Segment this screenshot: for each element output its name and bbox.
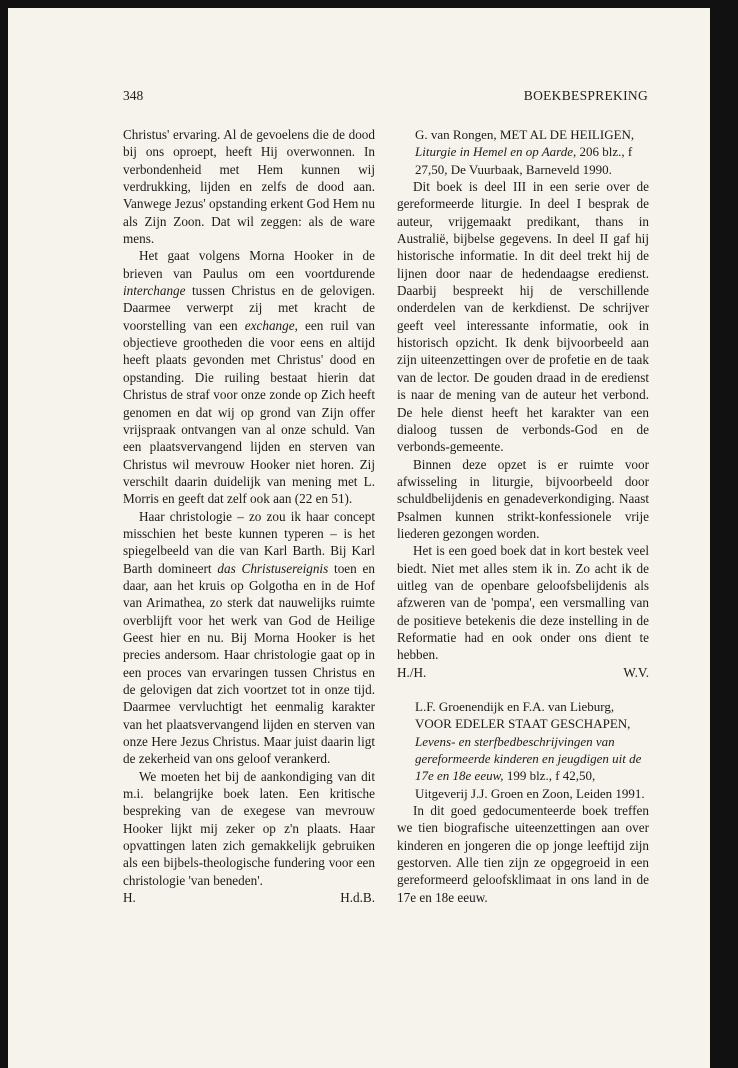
italic-term: das Christusereignis bbox=[217, 560, 329, 576]
paragraph: Het gaat volgens Morna Hooker in de brieven van Paulus om een voortdurende interchange tussen Christus en de gelovigen. Daarmee verwerpt zij met kracht de voorstelling van een exchange, een ruil van objectieve grootheden die voor eens en altijd heeft plaats gevonden met Christus' dood en opstanding. Die ruiling bestaat hierin dat Christus de straf voor onze zonde op Zich heeft genomen en dat wij op grond van Zijn offer vrijspraak ontvangen van al onze schuld. Van een plaatsvervangend lijden en sterven van Christus wil mevrouw Hooker niet horen. Zij verschilt daarin duidelijk van mening met L. Morris en geeft dat zelf ook aan (22 en 51). bbox=[123, 248, 375, 507]
review-signature bbox=[123, 889, 375, 906]
spacer bbox=[397, 681, 649, 698]
signature-initials: H. bbox=[123, 890, 136, 906]
book-reference: L.F. Groenendijk en F.A. van Lieburg, VOOR EDELER STAAT GESCHAPEN, Levens- en sterfbedbeschrijvingen van gereformeerde kinderen en jeugdigen uit de 17e en 18e eeuw, 199 blz., f 42,50, Uitgeverij J.J. Groen en Zoon, Leiden 1991. bbox=[415, 699, 645, 801]
signature-initials: H./H. bbox=[397, 664, 427, 680]
running-title: BOEKBESPREKING bbox=[523, 88, 648, 103]
italic-term: exchange bbox=[244, 317, 295, 333]
page-number: 348 bbox=[123, 88, 144, 103]
right-column bbox=[397, 126, 649, 906]
review-signature bbox=[397, 664, 649, 681]
italic-title: Levens- en sterfbedbeschrijvingen van gereformeerde kinderen en jeugdigen uit de 17e en 18e eeuw, bbox=[415, 733, 642, 784]
book-reference: G. van Rongen, MET AL DE HEILIGEN, Liturgie in Hemel en op Aarde, 206 blz., f 27,50, De Vuurbaak, Barneveld 1990. bbox=[415, 127, 635, 177]
left-column bbox=[123, 126, 375, 906]
paragraph: Dit boek is deel III in een serie over de gereformeerde liturgie. In deel I besprak de auteur, vrijgemaakt predikant, thans in Australië, bijbelse gegevens. In deel II gaf hij historische informatie. In dit deel trekt hij de lijnen door naar de hedendaagse eredienst. Daarbij bespreekt hij de verschillende onderdelen van de kerkdienst. De schrijver geeft veel interessante informatie, ook in historisch opzicht. Ik denk bijvoorbeeld aan zijn uiteenzettingen over de profetie en de taak van de lector. De gouden draad in de eredienst is naar de mening van de auteur het verbond. De hele dienst heeft het karakter van een dialoog tussen de verbonds-God en de verbonds-gemeente. bbox=[397, 179, 649, 455]
paragraph: Binnen deze opzet is er ruimte voor afwisseling in liturgie, bijvoorbeeld door schuldbelijdenis en genadeverkondiging. Naast Psalmen kunnen strikt-konfessionele vrije liederen gezongen worden. bbox=[397, 456, 649, 541]
paragraph: In dit goed gedocumenteerde boek treffen we tien biografische uiteenzettingen aan over kinderen en jongeren die op jonge leeftijd zijn gestorven. Alle tien zijn ze opgegroeid in een gereformeerd geloofsklimaat in ons land in de 17e en 18e eeuw. bbox=[397, 803, 649, 905]
book-page bbox=[8, 8, 710, 1068]
italic-title: Liturgie in Hemel en op Aarde, bbox=[415, 144, 577, 160]
italic-term: interchange bbox=[123, 283, 186, 299]
signature-reviewer: H.d.B. bbox=[340, 890, 375, 906]
paragraph: Het is een goed boek dat in kort bestek veel biedt. Niet met alles stem ik in. Zo acht ik de uitleg van de openbare geloofsbelijdenis als afzweren van de 'pompa', een versmalling van de positieve betekenis die deze instelling in de Reformatie had en ook onder ons dient te hebben. bbox=[397, 543, 649, 663]
paragraph: We moeten het bij de aankondiging van dit m.i. belangrijke boek laten. Een kritische bespreking van de exegese van mevrouw Hooker lijkt mij zeker op z'n plaats. Haar opvattingen laten zich gemakkelijk gebruiken als een bijbels-theologische fundering voor een christologie 'van beneden'. bbox=[123, 768, 375, 888]
signature-reviewer: W.V. bbox=[623, 664, 649, 680]
paragraph: Haar christologie – zo zou ik haar concept misschien het beste kunnen typeren – is het spiegelbeeld van die van Karl Barth. Bij Karl Barth domineert das Christusereignis toen en daar, aan het kruis op Golgotha en in de Hof van Arimathea, zo sterk dat nauwelijks ruimte overblijft voor het werk van God de Heilige Geest hier en nu. Bij Morna Hooker is het precies andersom. Haar christologie gaat op in een proces van ervaringen tussen Christus en de gelovigen dat zich voortzet tot in onze tijd. Daarmee vervluchtigt het eenmalig karakter van het plaatsvervangend lijden en sterven van onze Here Jezus Christus. Maar juist daarin ligt de zekerheid van ons geloof verankerd. bbox=[123, 508, 376, 767]
paragraph: Christus' ervaring. Al de gevoelens die de dood bij ons oproept, heeft Hij overwonnen. In verbondenheid met Hem kunnen wij verdrukking, lijden en zelfs de dood aan. Vanwege Jezus' opstanding erkent God Hem nu als Zijn Zoon. Dat wil zeggen: als de ware mens. bbox=[123, 127, 375, 247]
